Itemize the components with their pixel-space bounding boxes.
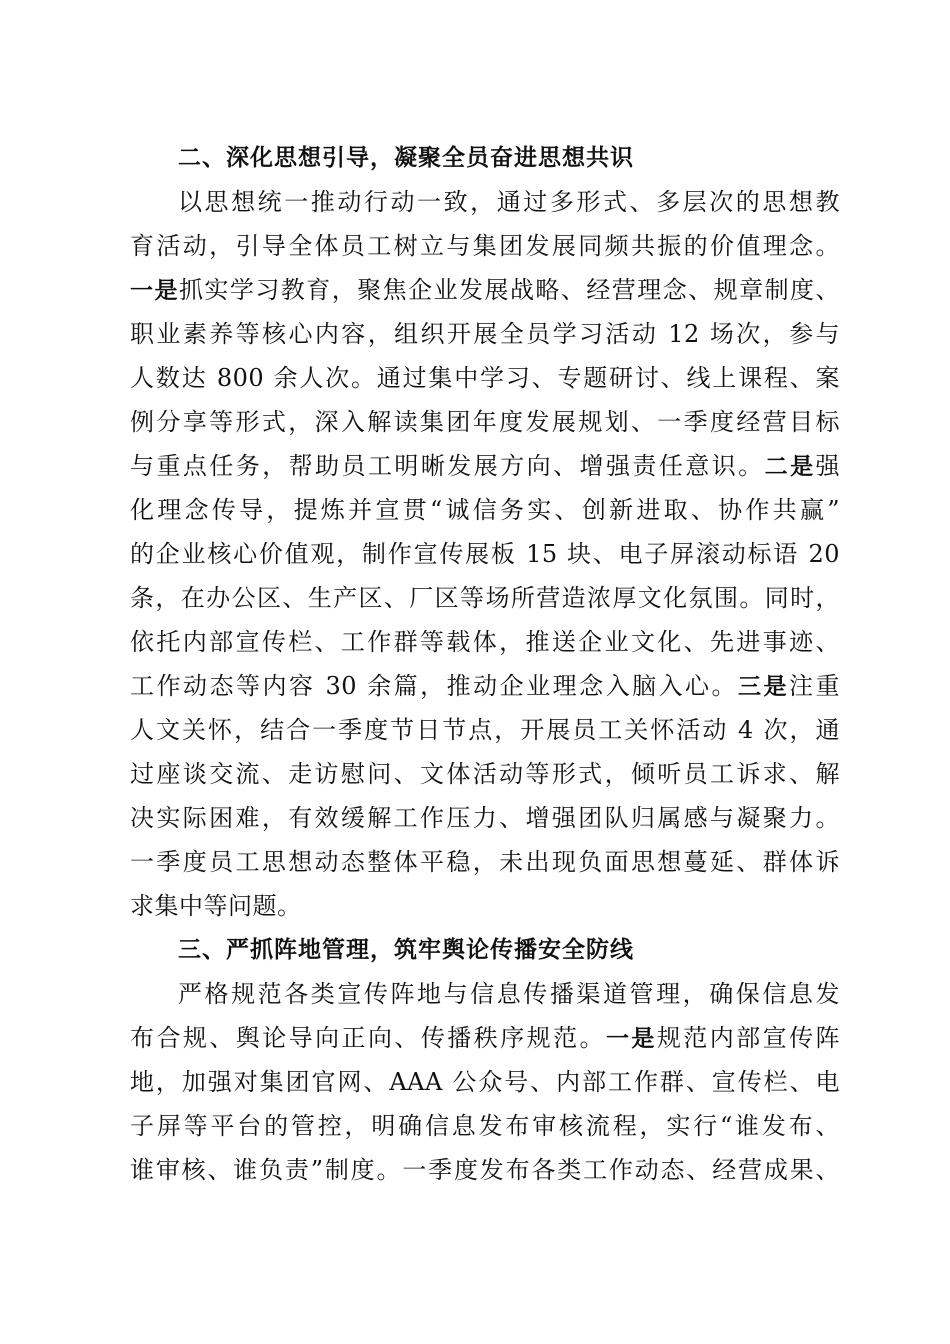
paragraph-line: 决实际困难，有效缓解工作压力、增强团队归属感与凝聚力。 [130, 804, 840, 832]
paragraph-line: 与重点任务，帮助员工明晰发展方向、增强责任意识。二是强 [130, 452, 841, 480]
section-heading-2: 二、深化思想引导，凝聚全员奋进思想共识 [178, 145, 634, 171]
paragraph-line: 地，加强对集团官网、AAA 公众号、内部工作群、宣传栏、电 [130, 1068, 840, 1096]
paragraph-line: 条，在办公区、生产区、厂区等场所营造浓厚文化氛围。同时， [130, 584, 840, 612]
paragraph-line: 一季度员工思想动态整体平稳，未出现负面思想蔓延、群体诉 [130, 848, 840, 876]
paragraph-line: 依托内部宣传栏、工作群等载体，推送企业文化、先进事迹、 [130, 628, 840, 656]
paragraph-line: 严格规范各类宣传阵地与信息传播渠道管理，确保信息发 [178, 980, 840, 1008]
paragraph-line: 一是抓实学习教育，聚焦企业发展战略、经营理念、规章制度、 [130, 276, 841, 304]
paragraph-line: 人数达 800 余人次。通过集中学习、专题研讨、线上课程、案 [130, 364, 840, 392]
paragraph-line: 子屏等平台的管控，明确信息发布审核流程，实行“谁发布、 [130, 1112, 840, 1140]
paragraph-line: 谁审核、谁负责”制度。一季度发布各类工作动态、经营成果、 [130, 1156, 840, 1184]
paragraph-line: 布合规、舆论导向正向、传播秩序规范。一是规范内部宣传阵 [130, 1024, 841, 1052]
emphasis-third: 三是 [738, 674, 790, 700]
paragraph-line: 例分享等形式，深入解读集团年度发展规划、一季度经营目标 [130, 408, 840, 436]
paragraph-line: 过座谈交流、走访慰问、文体活动等形式，倾听员工诉求、解 [130, 760, 840, 788]
section-heading-3: 三、严抓阵地管理，筑牢舆论传播安全防线 [178, 937, 634, 963]
paragraph-line: 的企业核心价值观，制作宣传展板 15 块、电子屏滚动标语 20 [130, 540, 840, 568]
paragraph-line: 人文关怀，结合一季度节日节点，开展员工关怀活动 4 次，通 [130, 716, 840, 744]
paragraph-line: 育活动，引导全体员工树立与集团发展同频共振的价值理念。 [130, 232, 840, 260]
paragraph-line: 化理念传导，提炼并宣贯“诚信务实、创新进取、协作共赢” [130, 496, 840, 524]
paragraph-line: 以思想统一推动行动一致，通过多形式、多层次的思想教 [178, 188, 840, 216]
paragraph-line: 工作动态等内容 30 余篇，推动企业理念入脑入心。三是注重 [130, 672, 841, 700]
paragraph-line: 求集中等问题。 [130, 892, 302, 920]
emphasis-first: 一是 [130, 278, 179, 304]
emphasis-second: 二是 [764, 454, 816, 480]
emphasis-first: 一是 [605, 1026, 657, 1052]
paragraph-line: 职业素养等核心内容，组织开展全员学习活动 12 场次，参与 [130, 320, 840, 348]
